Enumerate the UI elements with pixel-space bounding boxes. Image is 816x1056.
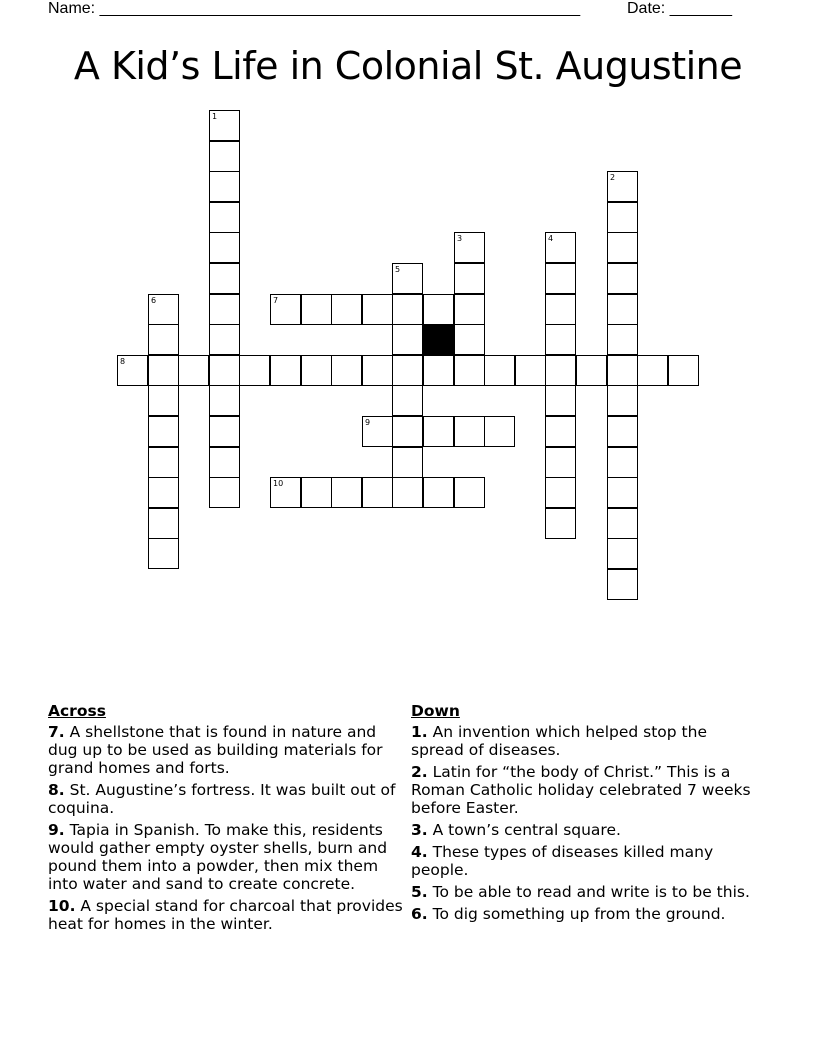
clue-number-label: 9 <box>365 418 371 427</box>
grid-cell[interactable] <box>607 202 638 233</box>
grid-cell[interactable] <box>209 477 240 508</box>
grid-cell[interactable] <box>454 324 485 355</box>
across-clue <box>48 781 408 817</box>
grid-cell[interactable] <box>301 477 332 508</box>
grid-cell[interactable] <box>576 355 607 386</box>
grid-cell[interactable] <box>148 385 179 416</box>
clue-number-label: 4 <box>548 234 554 243</box>
grid-cell[interactable] <box>362 355 393 386</box>
clue-number-label: 10 <box>273 479 284 488</box>
grid-cell[interactable] <box>454 416 485 447</box>
grid-cell[interactable] <box>362 416 393 447</box>
clue-number: 2. <box>411 763 428 781</box>
clue-number: 1. <box>411 723 428 741</box>
clue-number: 9. <box>48 821 65 839</box>
across-clue <box>48 897 408 933</box>
grid-cell[interactable] <box>423 416 454 447</box>
grid-cell[interactable] <box>545 477 576 508</box>
grid-cell[interactable] <box>362 294 393 325</box>
grid-cell[interactable] <box>454 263 485 294</box>
grid-cell[interactable] <box>545 355 576 386</box>
grid-cell[interactable] <box>545 385 576 416</box>
clue-number: 6. <box>411 905 428 923</box>
grid-cell[interactable] <box>362 477 393 508</box>
grid-cell[interactable] <box>607 294 638 325</box>
clue-number-label: 5 <box>395 265 401 274</box>
grid-cell[interactable] <box>392 263 423 294</box>
grid-cell[interactable] <box>607 324 638 355</box>
grid-cell[interactable] <box>607 355 638 386</box>
clue-number: 4. <box>411 843 428 861</box>
grid-cell[interactable] <box>209 294 240 325</box>
name-field[interactable]: Name: ______________________________________________________ <box>48 0 581 17</box>
grid-cell[interactable] <box>270 355 301 386</box>
down-clue <box>411 843 756 879</box>
grid-cell[interactable] <box>209 416 240 447</box>
grid-cell[interactable] <box>239 355 270 386</box>
grid-cell[interactable] <box>392 324 423 355</box>
clue-number-label: 8 <box>120 357 126 366</box>
grid-cell[interactable] <box>270 477 301 508</box>
clue-text: Latin for “the body of Christ.” This is a Roman Catholic holiday celebrated 7 weeks before Easter. <box>411 763 751 817</box>
grid-cell[interactable] <box>392 477 423 508</box>
grid-cell[interactable] <box>209 385 240 416</box>
grid-cell[interactable] <box>148 538 179 569</box>
clue-number-label: 2 <box>610 173 616 182</box>
clue-text: A shellstone that is found in nature and dug up to be used as building materials for grand homes and forts. <box>48 723 383 777</box>
clue-number: 5. <box>411 883 428 901</box>
down-clue <box>411 905 756 923</box>
grid-cell[interactable] <box>607 171 638 202</box>
grid-cell[interactable] <box>454 232 485 263</box>
grid-cell[interactable] <box>545 508 576 539</box>
grid-cell[interactable] <box>423 477 454 508</box>
grid-cell[interactable] <box>209 355 240 386</box>
clue-number-label: 3 <box>457 234 463 243</box>
grid-cell[interactable] <box>331 294 362 325</box>
grid-cell[interactable] <box>607 508 638 539</box>
grid-cell[interactable] <box>423 355 454 386</box>
grid-cell[interactable] <box>545 416 576 447</box>
grid-cell[interactable] <box>545 324 576 355</box>
clue-text: To be able to read and write is to be this. <box>427 883 750 901</box>
clue-number-label: 7 <box>273 296 279 305</box>
across-clue <box>48 723 408 777</box>
grid-cell[interactable] <box>209 447 240 478</box>
grid-cell[interactable] <box>392 416 423 447</box>
grid-cell[interactable] <box>454 355 485 386</box>
grid-cell[interactable] <box>607 569 638 600</box>
grid-cell[interactable] <box>148 477 179 508</box>
grid-cell[interactable] <box>454 477 485 508</box>
down-clue <box>411 723 756 759</box>
grid-cell[interactable] <box>178 355 209 386</box>
grid-cell[interactable] <box>607 416 638 447</box>
grid-cell[interactable] <box>545 447 576 478</box>
grid-cell[interactable] <box>148 508 179 539</box>
grid-cell[interactable] <box>607 447 638 478</box>
grid-cell[interactable] <box>545 294 576 325</box>
clue-number-label: 1 <box>212 112 218 121</box>
grid-cell[interactable] <box>607 538 638 569</box>
clue-text: A town’s central square. <box>427 821 621 839</box>
grid-cell[interactable] <box>301 355 332 386</box>
grid-cell[interactable] <box>607 263 638 294</box>
grid-cell[interactable] <box>545 232 576 263</box>
grid-cell[interactable] <box>423 294 454 325</box>
grid-cell[interactable] <box>209 141 240 172</box>
grid-cell[interactable] <box>607 477 638 508</box>
grid-cell[interactable] <box>392 447 423 478</box>
grid-cell[interactable] <box>392 355 423 386</box>
down-clues <box>411 700 756 927</box>
grid-cell[interactable] <box>209 263 240 294</box>
grid-cell[interactable] <box>148 355 179 386</box>
clue-number: 8. <box>48 781 65 799</box>
clue-text: A special stand for charcoal that provides heat for homes in the winter. <box>48 897 403 933</box>
grid-cell[interactable] <box>637 355 668 386</box>
down-clue <box>411 821 756 839</box>
grid-cell[interactable] <box>209 202 240 233</box>
clue-number: 3. <box>411 821 428 839</box>
black-cell <box>423 324 454 355</box>
clue-text: These types of diseases killed many people. <box>411 843 714 879</box>
grid-cell[interactable] <box>392 385 423 416</box>
grid-cell[interactable] <box>515 355 546 386</box>
grid-cell[interactable] <box>392 294 423 325</box>
across-clue <box>48 821 408 893</box>
clue-text: St. Augustine’s fortress. It was built out of coquina. <box>48 781 396 817</box>
clue-text: Tapia in Spanish. To make this, residents would gather empty oyster shells, burn and pound them into a powder, then mix them into water and sand to create concrete. <box>48 821 388 893</box>
grid-cell[interactable] <box>209 110 240 141</box>
grid-cell[interactable] <box>454 294 485 325</box>
clue-text: To dig something up from the ground. <box>427 905 726 923</box>
grid-cell[interactable] <box>148 416 179 447</box>
grid-cell[interactable] <box>607 385 638 416</box>
clue-number-label: 6 <box>151 296 157 305</box>
clue-number: 7. <box>48 723 65 741</box>
grid-cell[interactable] <box>209 232 240 263</box>
page-title: A Kid’s Life in Colonial St. Augustine <box>73 44 743 88</box>
grid-cell[interactable] <box>668 355 699 386</box>
down-clue <box>411 763 756 817</box>
grid-cell[interactable] <box>209 324 240 355</box>
grid-cell[interactable] <box>545 263 576 294</box>
grid-cell[interactable] <box>301 294 332 325</box>
grid-cell[interactable] <box>209 171 240 202</box>
grid-cell[interactable] <box>148 294 179 325</box>
across-clues <box>48 700 408 937</box>
grid-cell[interactable] <box>148 447 179 478</box>
grid-cell[interactable] <box>331 355 362 386</box>
grid-cell[interactable] <box>331 477 362 508</box>
grid-cell[interactable] <box>148 324 179 355</box>
grid-cell[interactable] <box>607 232 638 263</box>
down-heading: Down <box>411 702 460 720</box>
date-field[interactable]: Date: _______ <box>627 0 732 17</box>
clue-text: An invention which helped stop the spread of diseases. <box>411 723 707 759</box>
grid-cell[interactable] <box>117 355 148 386</box>
down-clue <box>411 883 756 901</box>
grid-cell[interactable] <box>484 355 515 386</box>
clue-number: 10. <box>48 897 76 915</box>
across-heading: Across <box>48 702 106 720</box>
grid-cell[interactable] <box>270 294 301 325</box>
grid-cell[interactable] <box>484 416 515 447</box>
